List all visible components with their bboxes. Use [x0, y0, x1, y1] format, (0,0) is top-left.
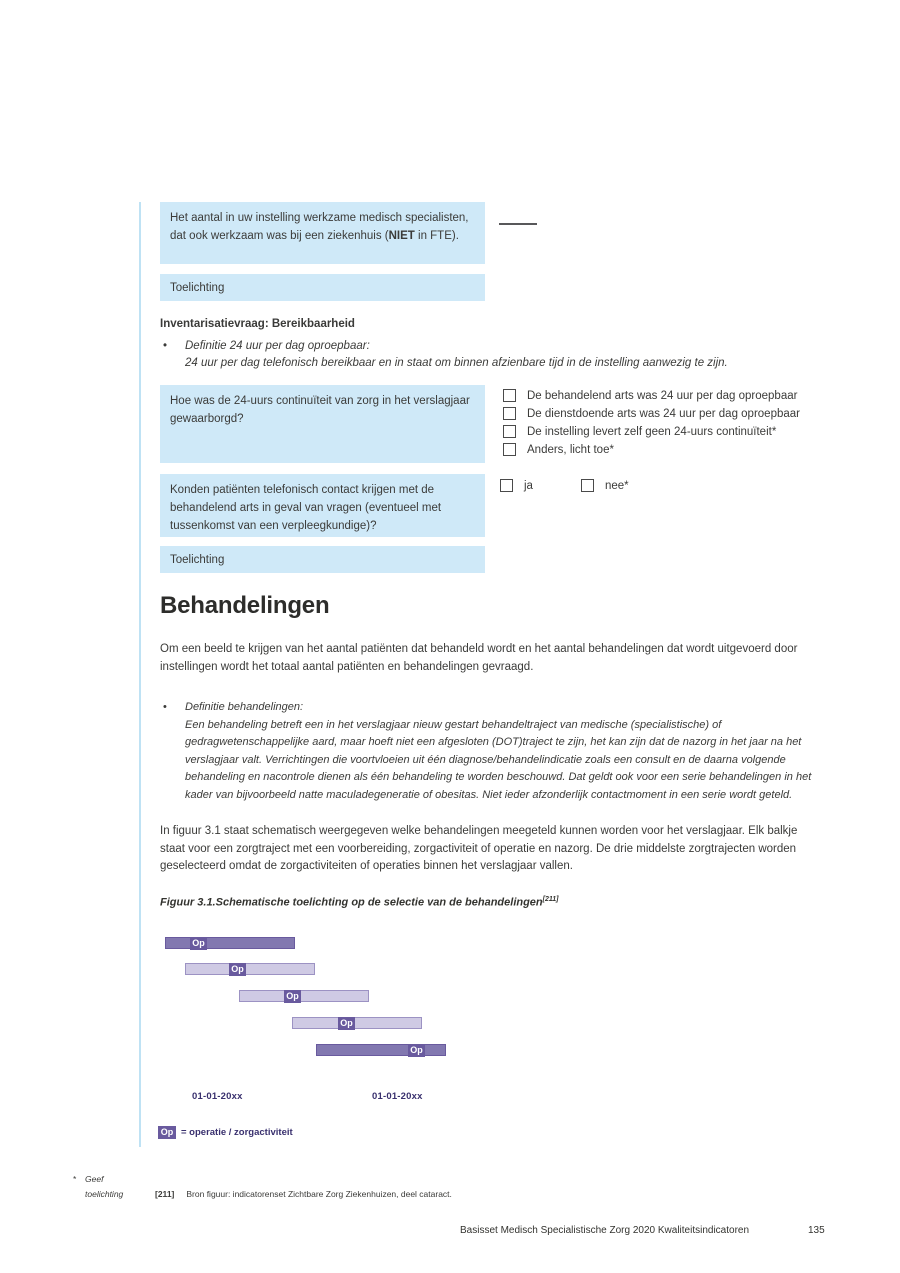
- op-block: Op: [408, 1044, 425, 1057]
- ja-label: ja: [524, 479, 533, 492]
- checkbox-behandelend-arts[interactable]: [503, 389, 516, 402]
- footnote-star-text: Geef toelichting: [85, 1174, 124, 1199]
- toelichting-box-1: [160, 274, 485, 301]
- question-box-continuity: [160, 385, 485, 463]
- option-row: [503, 424, 863, 442]
- intro-paragraph: Om een beeld te krijgen van het aantal patiënten dat behandeld wordt en het aantal behandelingen dat wordt uitgevoerd door instellingen wordt het totaal aantal patiënten en behandelingen gevraagd.: [160, 643, 798, 673]
- continuity-options: [503, 388, 863, 460]
- op-block: Op: [284, 990, 301, 1003]
- figure-intro-paragraph: In figuur 3.1 staat schematisch weergegeven welke behandelingen meegeteld kunnen worden voor het verslagjaar. Elk balkje staat voor een zorgtraject met een voorbereiding, zorgactiviteit of operatie en nazorg. De drie middelste zorgtrajecten worden geselecteerd omdat de zorgactiviteiten of operaties binnen het verslagjaar vallen.: [160, 825, 798, 872]
- footnote-ref-id: [211]: [155, 1189, 175, 1199]
- footnote-star-marker: *: [73, 1174, 77, 1184]
- footnote-ref-text: Bron figuur: indicatorenset Zichtbare Zorg Ziekenhuizen, deel cataract.: [186, 1189, 452, 1199]
- figure-bar-light: [239, 990, 369, 1002]
- nee-label: nee*: [604, 479, 629, 492]
- definition-title: Definitie behandelingen:: [185, 701, 304, 713]
- footnote-star: [73, 1172, 143, 1202]
- op-block: Op: [338, 1017, 355, 1030]
- footer-title: Basisset Medisch Specialistische Zorg 2020 Kwaliteitsindicatoren: [460, 1225, 750, 1236]
- question-box-phone-contact: [160, 474, 485, 537]
- option-label: De instelling levert zelf geen 24-uurs continuïteit*: [527, 426, 777, 438]
- inventory-section: [160, 316, 810, 372]
- inventory-heading: Inventarisatievraag: Bereikbaarheid: [160, 318, 355, 330]
- checkbox-ja[interactable]: [500, 479, 513, 492]
- left-accent-line: [139, 202, 141, 1147]
- question-box-specialists: [160, 202, 485, 264]
- bullet-marker: •: [163, 340, 168, 352]
- figure-bar-dark: [165, 937, 295, 949]
- checkbox-dienstdoende-arts[interactable]: [503, 407, 516, 420]
- figure-bar-light: [292, 1017, 422, 1029]
- figure-legend: [158, 1126, 293, 1139]
- question-text: Het aantal in uw instelling werkzame medisch specialisten, dat ook werkzaam was bij een ziekenhuis (NIET in FTE).: [170, 212, 469, 242]
- yes-no-group: [500, 479, 629, 492]
- checkbox-geen-continuiteit[interactable]: [503, 425, 516, 438]
- option-row: [503, 406, 863, 424]
- option-row: [503, 388, 863, 406]
- op-legend-swatch: Op: [158, 1126, 176, 1139]
- bullet-marker: •: [163, 701, 167, 713]
- section-heading-behandelingen: Behandelingen: [160, 592, 330, 619]
- toelichting-label: Toelichting: [170, 282, 225, 294]
- definition-block-behandelingen: [160, 699, 820, 805]
- toelichting-box-2: [160, 546, 485, 573]
- figure-caption: Figuur 3.1.Schematische toelichting op de selectie van de behandelingen[211]: [160, 896, 559, 909]
- footnote-reference-sup: [211]: [542, 896, 559, 903]
- figure-bar-dark: [316, 1044, 446, 1056]
- op-block: Op: [190, 937, 207, 950]
- figure-bar-light: [185, 963, 315, 975]
- figure-date-start: 01-01-20xx: [192, 1091, 243, 1102]
- toelichting-label: Toelichting: [170, 554, 225, 566]
- definition-body: 24 uur per dag telefonisch bereikbaar en in staat om binnen afzienbare tijd in de instelling aanwezig te zijn.: [185, 357, 728, 369]
- legend-text: = operatie / zorgactiviteit: [181, 1127, 293, 1138]
- footnote-ref-211: [155, 1189, 452, 1199]
- option-row: [503, 442, 863, 460]
- question-text: Hoe was de 24-uurs continuïteit van zorg in het verslagjaar gewaarborgd?: [170, 395, 470, 425]
- option-label: De behandelend arts was 24 uur per dag oproepbaar: [527, 390, 798, 402]
- figure-date-end: 01-01-20xx: [372, 1091, 423, 1102]
- definition-title: Definitie 24 uur per dag oproepbaar:: [185, 340, 370, 352]
- checkbox-anders[interactable]: [503, 443, 516, 456]
- answer-blank-line[interactable]: [499, 223, 537, 225]
- checkbox-nee[interactable]: [581, 479, 594, 492]
- page-number: 135: [808, 1225, 825, 1236]
- op-block: Op: [229, 963, 246, 976]
- question-text: Konden patiënten telefonisch contact krijgen met de behandelend arts in geval van vragen (eventueel met tussenkomst van een verpleegkundige)?: [170, 484, 442, 532]
- option-label: Anders, licht toe*: [527, 444, 614, 456]
- definition-body: Een behandeling betreft een in het verslagjaar nieuw gestart behandeltraject van medische (specialistische) of gedragwetenschappelijke aard, maar hoeft niet een afgesloten (DOT)traject te zijn, het kan zijn dat de nazorg in het jaar na het verslagjaar valt. Verrichtingen die voortvloeien uit één diagnose/behandelindicatie zoals een consult en de daarna volgende behandeling en nacontrole dienen als één behandeling te worden beschouwd. Dat geldt ook voor een serie behandelingen in het kader van bijvoorbeeld natte maculadegeneratie of obesitas. Niet ieder afzonderlijk contactmoment in een serie wordt geteld.: [185, 718, 812, 801]
- option-label: De dienstdoende arts was 24 uur per dag oproepbaar: [527, 408, 800, 420]
